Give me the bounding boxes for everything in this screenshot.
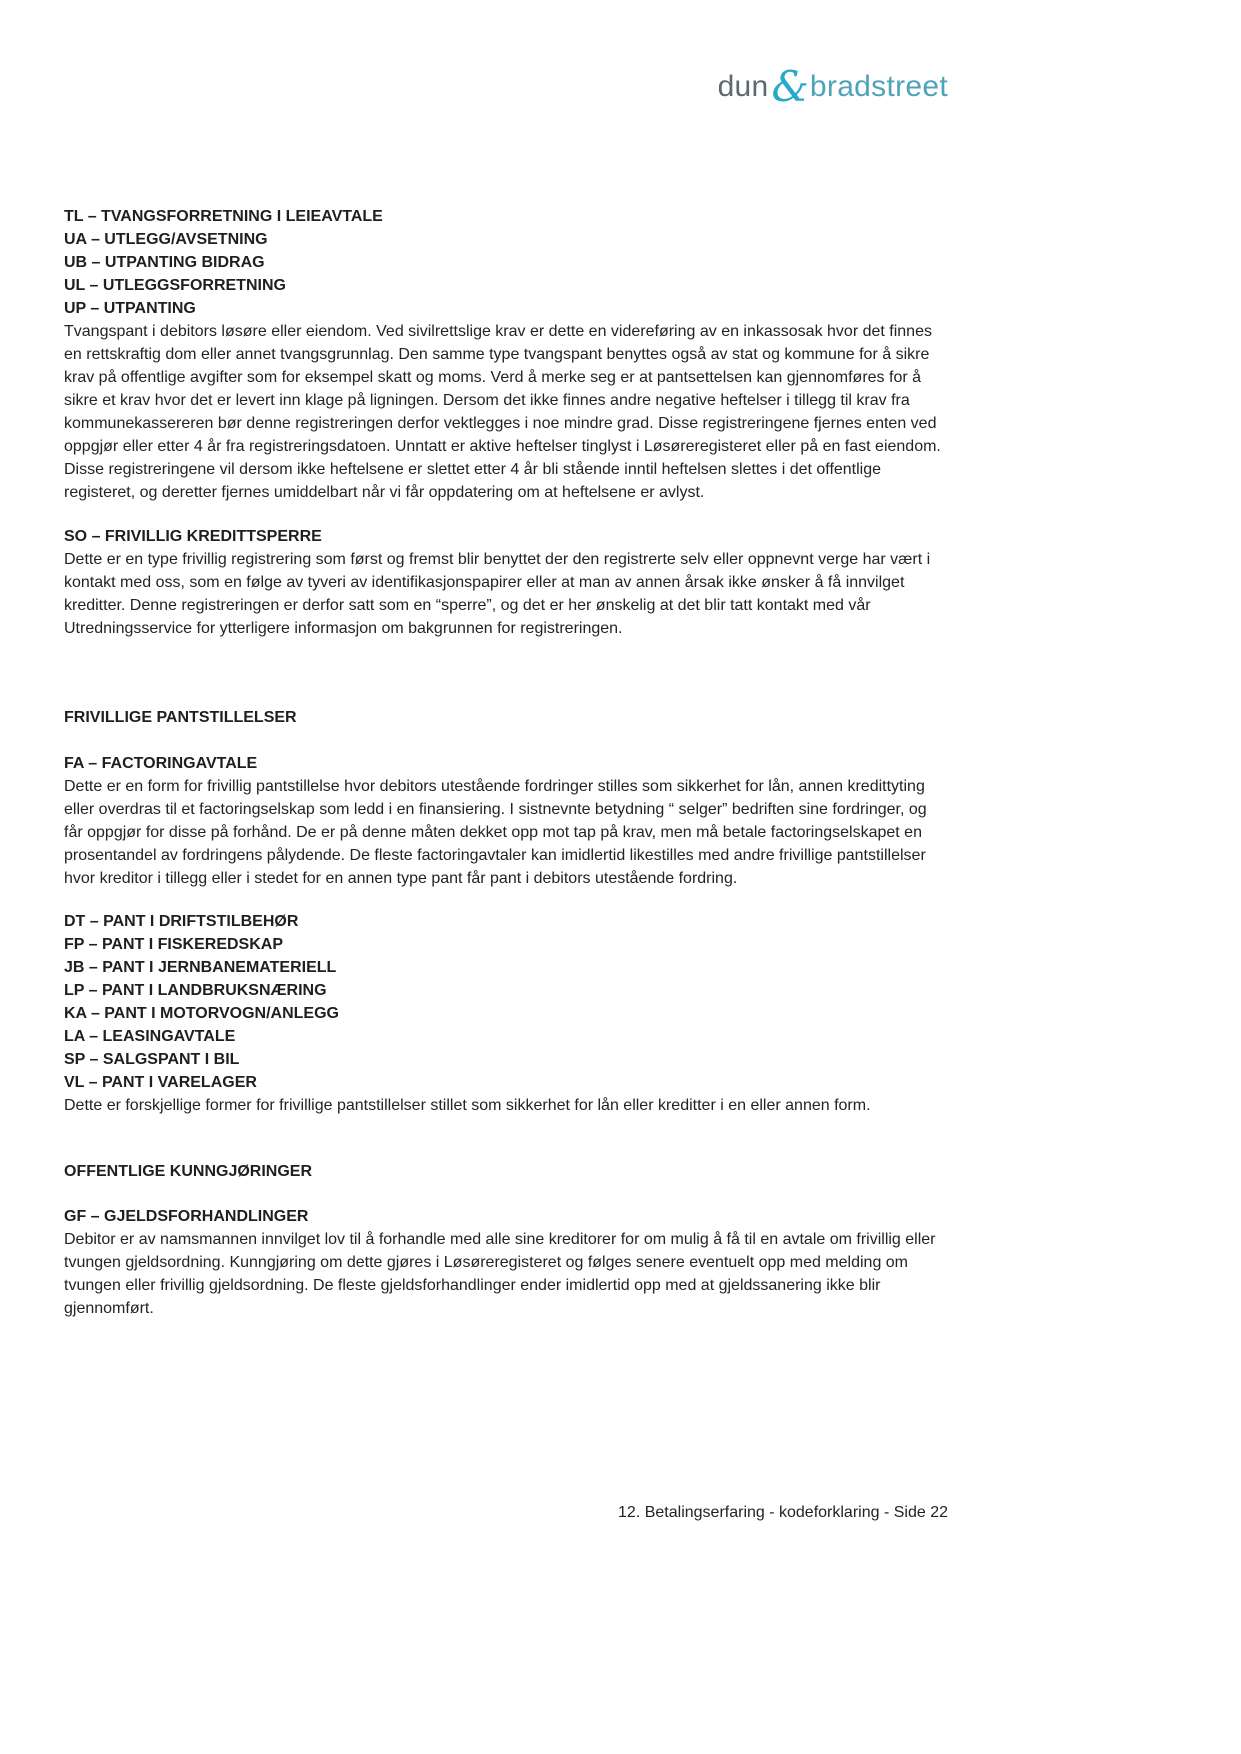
code-heading-jb: JB – PANT I JERNBANEMATERIELL (64, 959, 337, 976)
logo-text-bradstreet: bradstreet (809, 70, 948, 103)
code-description-fa: Dette er en form for frivillig pantstillelse hvor debitors utestående fordringer stilles som sikkerhet for lån, annen kredittyting eller overdras til et factoringselskap som ledd i en finansiering. I sistnevnte betydning “ selger” bedriften sine fordringer, og får oppgjør for disse på forhånd. De er på denne måten dekket opp mot tap på krav, men må betale factoringselskapet en prosentandel av fordringens pålydende. De fleste factoringavtaler kan imidlertid likestilles med andre frivillige pantstillelser hvor kreditor i tillegg eller i stedet for en annen type pant får pant i debitors utestående fordring. (64, 778, 927, 887)
logo-text-dun: dun (717, 70, 769, 103)
code-heading-fa: FA – FACTORINGAVTALE (64, 755, 258, 772)
dun-bradstreet-logo (64, 62, 948, 111)
code-heading-lp: LP – PANT I LANDBRUKSNÆRING (64, 982, 327, 999)
code-heading-ka: KA – PANT I MOTORVOGN/ANLEGG (64, 1005, 339, 1022)
code-heading-tl: TL – TVANGSFORRETNING I LEIEAVTALE (64, 208, 383, 225)
code-heading-up: UP – UTPANTING (64, 300, 196, 317)
code-heading-so: SO – FRIVILLIG KREDITTSPERRE (64, 528, 322, 545)
code-block-factoringavtale (64, 752, 948, 890)
section-title-offentlige-kunngjoringer: OFFENTLIGE KUNNGJØRINGER (64, 1163, 313, 1180)
code-heading-fp: FP – PANT I FISKEREDSKAP (64, 936, 283, 953)
code-description-gf: Debitor er av namsmannen innvilget lov til å forhandle med alle sine kreditorer for om mulig å få til en avtale om frivillig eller tvungen gjeldsordning. Kunngjøring om dette gjøres i Løsøreregisteret og følges senere eventuelt opp med melding om tvungen eller frivillig gjeldsordning. De fleste gjeldsforhandlinger ender imidlertid opp med at gjeldssanering ikke blir gjennomført. (64, 1231, 936, 1317)
document-content (64, 0, 948, 1320)
code-description-pant: Dette er forskjellige former for frivillige pantstillelser stillet som sikkerhet for lån eller kreditter i en eller annen form. (64, 1097, 871, 1114)
code-block-tvangsforretninger (64, 205, 948, 504)
code-heading-la: LA – LEASINGAVTALE (64, 1028, 236, 1045)
section-title-frivillige-pantstillelser: FRIVILLIGE PANTSTILLELSER (64, 709, 297, 726)
logo-ampersand-icon: & (771, 62, 809, 111)
code-heading-sp: SP – SALGSPANT I BIL (64, 1051, 240, 1068)
code-heading-ub: UB – UTPANTING BIDRAG (64, 254, 265, 271)
code-heading-dt: DT – PANT I DRIFTSTILBEHØR (64, 913, 299, 930)
code-description-tvangs: Tvangspant i debitors løsøre eller eiendom. Ved sivilrettslige krav er dette en videreføring av en inkassosak hvor det finnes en rettskraftig dom eller annet tvangsgrunnlag. Den samme type tvangspant benyttes også av stat og kommune for å sikre krav på offentlige avgifter som for eksempel skatt og moms. Verd å merke seg er at pantsettelsen kan gjennomføres for å sikre et krav hvor det er levert inn klage på ligningen. Dersom det ikke finnes andre negative heftelser i tillegg til krav fra kommunekassereren bør denne registreringen derfor vektlegges i noe mindre grad. Disse registreringene fjernes enten ved oppgjør eller etter 4 år fra registreringsdatoen. Unntatt er aktive heftelser tinglyst i Løsøreregisteret eller på en fast eiendom. Disse registreringene vil dersom ikke heftelsene er slettet etter 4 år bli stående inntil heftelsen slettes i det offentlige registeret, og deretter fjernes umiddelbart når vi får oppdatering om at heftelsene er avlyst. (64, 323, 941, 501)
code-block-kredittsperre (64, 525, 948, 640)
code-block-pantstillelser (64, 910, 948, 1117)
code-heading-gf: GF – GJELDSFORHANDLINGER (64, 1208, 309, 1225)
code-heading-ua: UA – UTLEGG/AVSETNING (64, 231, 268, 248)
code-heading-ul: UL – UTLEGGSFORRETNING (64, 277, 286, 294)
code-description-so: Dette er en type frivillig registrering som først og fremst blir benyttet der den registrerte selv eller oppnevnt verge har vært i kontakt med oss, som en følge av tyveri av identifikasjonspapirer eller at man av annen årsak ikke ønsker å få innvilget kreditter. Denne registreringen er derfor satt som en “sperre”, og det er her ønskelig at det blir tatt kontakt med vår Utredningsservice for ytterligere informasjon om bakgrunnen for registreringen. (64, 551, 931, 637)
code-heading-vl: VL – PANT I VARELAGER (64, 1074, 257, 1091)
code-block-gjeldsforhandlinger (64, 1205, 948, 1320)
page-footer: 12. Betalingserfaring - kodeforklaring - Side 22 (618, 1504, 948, 1521)
